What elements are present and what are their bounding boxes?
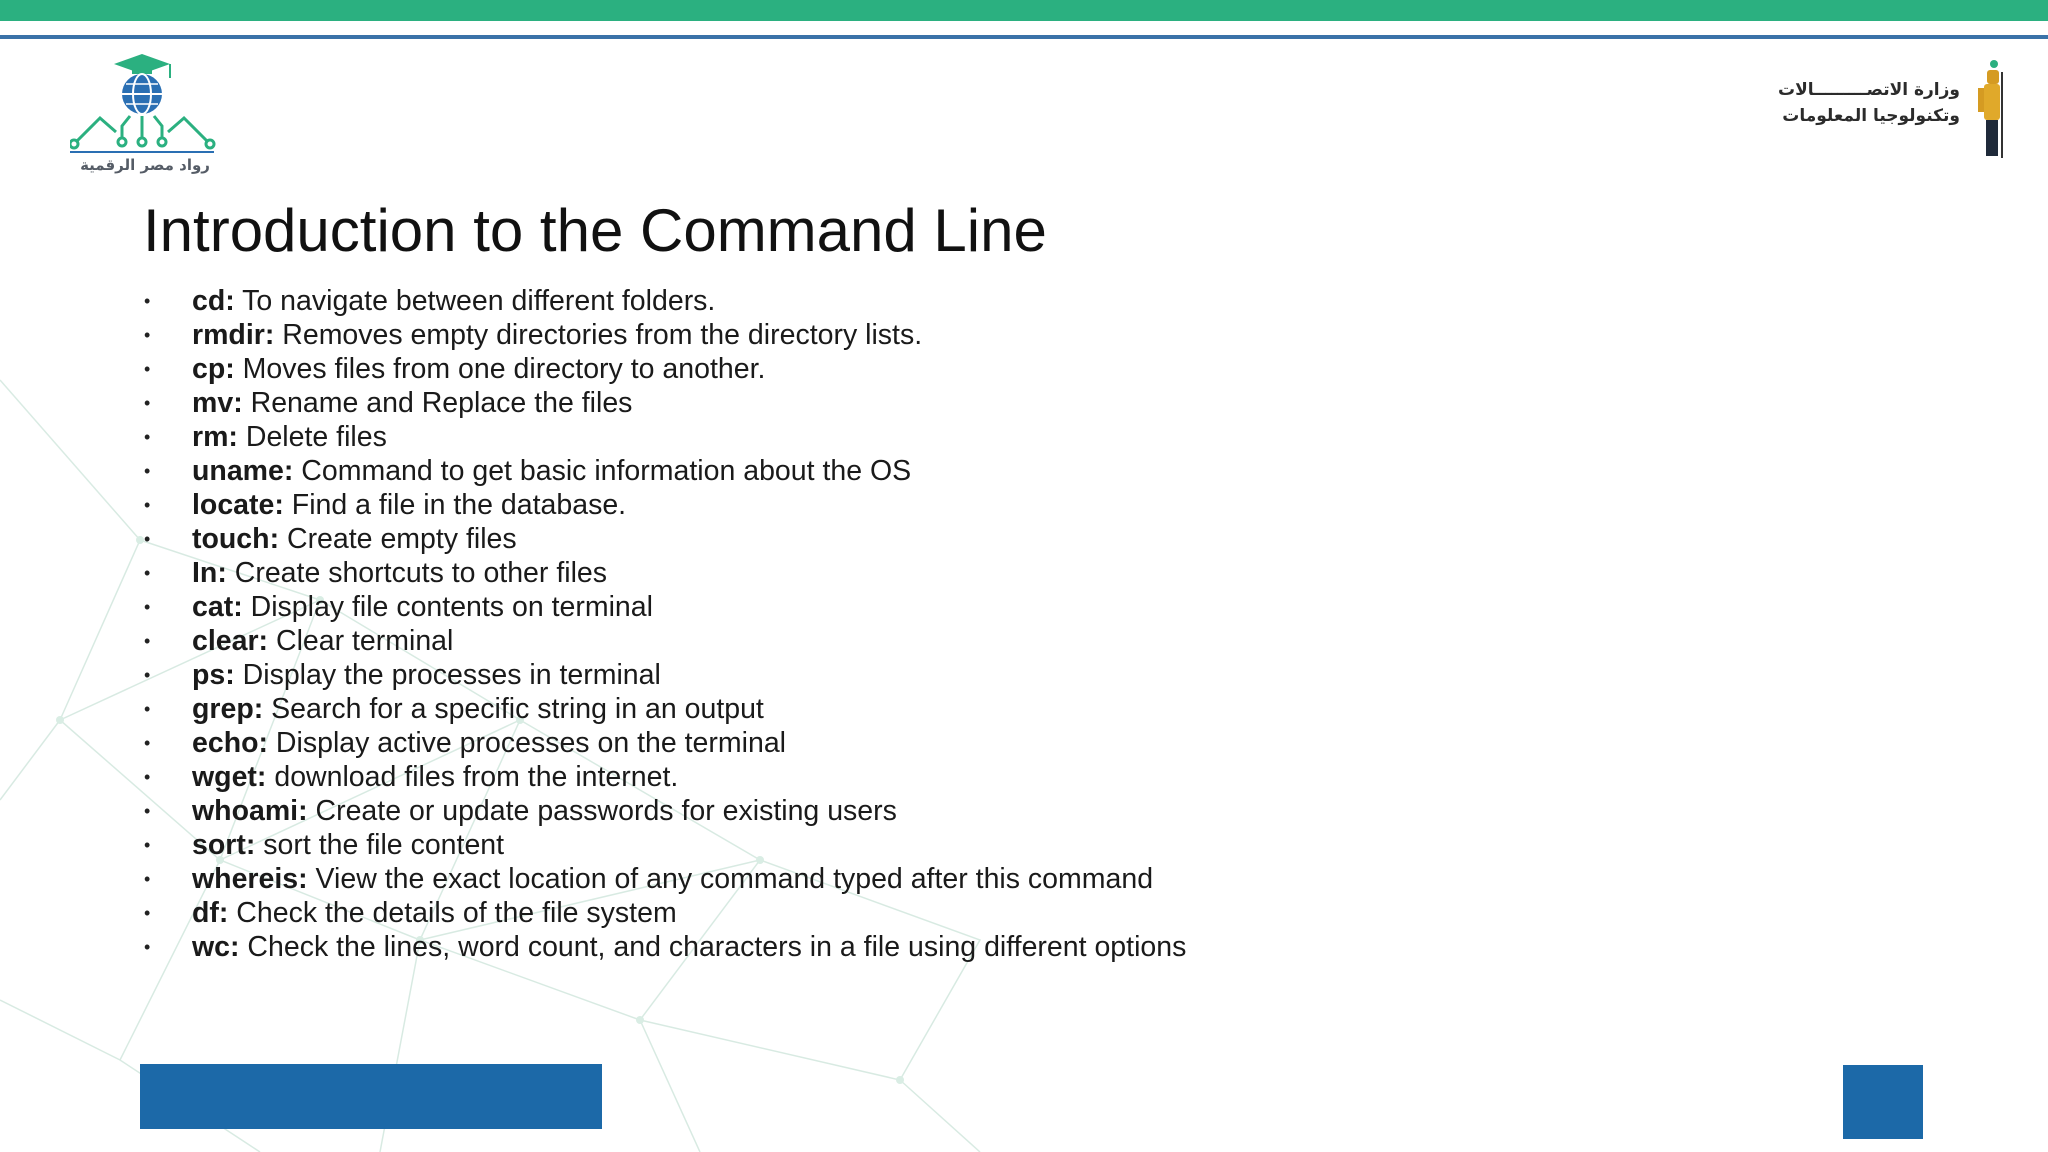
list-item xyxy=(138,862,1186,896)
command-name: df: xyxy=(192,897,229,929)
command-description: Search for a specific string in an output xyxy=(263,693,764,725)
command-name: ps: xyxy=(192,659,235,691)
list-item xyxy=(138,420,1186,454)
list-item xyxy=(138,352,1186,386)
bullet-icon: • xyxy=(144,461,151,481)
top-divider-line xyxy=(0,35,2048,39)
command-name: mv: xyxy=(192,387,243,419)
command-description: To navigate between different folders. xyxy=(234,285,716,317)
list-item xyxy=(138,522,1186,556)
bullet-icon: • xyxy=(144,359,151,379)
list-item xyxy=(138,896,1186,930)
command-name: whereis: xyxy=(192,863,308,895)
list-item xyxy=(138,624,1186,658)
bullet-icon: • xyxy=(144,937,151,957)
digital-egypt-pioneers-logo xyxy=(70,52,220,182)
command-description: Moves files from one directory to another. xyxy=(234,353,766,385)
command-description: Clear terminal xyxy=(268,625,454,657)
bullet-icon: • xyxy=(144,801,151,821)
command-name: echo: xyxy=(192,727,269,759)
bullet-icon: • xyxy=(144,733,151,753)
footer-square xyxy=(1843,1065,1923,1139)
bullet-icon: • xyxy=(144,427,151,447)
list-item xyxy=(138,318,1186,352)
list-item xyxy=(138,284,1186,318)
command-description: Command to get basic information about the OS xyxy=(293,455,912,487)
bullet-icon: • xyxy=(144,597,151,617)
bullet-icon: • xyxy=(144,291,151,311)
command-name: touch: xyxy=(192,523,280,555)
command-name: wc: xyxy=(192,931,240,963)
command-name: cp: xyxy=(192,353,235,385)
command-description: Rename and Replace the files xyxy=(242,387,633,419)
globe-graduation-cap-icon xyxy=(70,52,220,156)
command-name: whoami: xyxy=(192,795,308,827)
top-accent-bar xyxy=(0,0,2048,21)
command-description: Create shortcuts to other files xyxy=(226,557,607,589)
list-item xyxy=(138,692,1186,726)
command-description: Create empty files xyxy=(279,523,517,555)
command-description: Removes empty directories from the directory lists. xyxy=(274,319,923,351)
command-list xyxy=(138,284,1186,964)
command-name: uname: xyxy=(192,455,294,487)
bullet-icon: • xyxy=(144,903,151,923)
bullet-icon: • xyxy=(144,325,151,345)
list-item xyxy=(138,488,1186,522)
bullet-icon: • xyxy=(144,699,151,719)
list-item xyxy=(138,658,1186,692)
logo-left-text: رواد مصر الرقمية xyxy=(80,156,210,174)
list-item xyxy=(138,556,1186,590)
bullet-icon: • xyxy=(144,869,151,889)
command-description: View the exact location of any command typed after this command xyxy=(307,863,1154,895)
command-name: grep: xyxy=(192,693,264,725)
ministry-logo xyxy=(1778,58,2010,162)
command-description: Display active processes on the terminal xyxy=(268,727,786,759)
ministry-name-line1: وزارة الاتصـــــــــالات xyxy=(1778,80,1960,100)
command-description: download files from the internet. xyxy=(266,761,679,793)
command-description: Create or update passwords for existing users xyxy=(307,795,897,827)
list-item xyxy=(138,726,1186,760)
command-description: Display file contents on terminal xyxy=(242,591,653,623)
list-item xyxy=(138,760,1186,794)
bullet-icon: • xyxy=(144,631,151,651)
command-description: Check the details of the file system xyxy=(228,897,677,929)
bullet-icon: • xyxy=(144,665,151,685)
list-item xyxy=(138,454,1186,488)
command-name: wget: xyxy=(192,761,267,793)
bullet-icon: • xyxy=(144,563,151,583)
command-name: cat: xyxy=(192,591,243,623)
ministry-name-line2: وتكنولوجيا المعلومات xyxy=(1782,106,1960,126)
command-description: Delete files xyxy=(237,421,387,453)
slide-title: Introduction to the Command Line xyxy=(143,197,1047,264)
command-description: sort the file content xyxy=(255,829,505,861)
command-description: Find a file in the database. xyxy=(283,489,627,521)
list-item xyxy=(138,590,1186,624)
command-name: rm: xyxy=(192,421,238,453)
command-name: sort: xyxy=(192,829,256,861)
list-item xyxy=(138,930,1186,964)
bullet-icon: • xyxy=(144,835,151,855)
bullet-icon: • xyxy=(144,495,151,515)
command-name: cd: xyxy=(192,285,235,317)
command-description: Check the lines, word count, and characters in a file using different options xyxy=(239,931,1187,963)
list-item xyxy=(138,386,1186,420)
list-item xyxy=(138,828,1186,862)
command-name: rmdir: xyxy=(192,319,275,351)
command-description: Display the processes in terminal xyxy=(234,659,661,691)
bullet-icon: • xyxy=(144,393,151,413)
command-name: In: xyxy=(192,557,227,589)
command-name: clear: xyxy=(192,625,269,657)
pharaonic-figure-icon xyxy=(1966,58,2010,162)
bullet-icon: • xyxy=(144,529,151,549)
footer-bar xyxy=(140,1064,602,1129)
list-item xyxy=(138,794,1186,828)
bullet-icon: • xyxy=(144,767,151,787)
command-name: locate: xyxy=(192,489,284,521)
